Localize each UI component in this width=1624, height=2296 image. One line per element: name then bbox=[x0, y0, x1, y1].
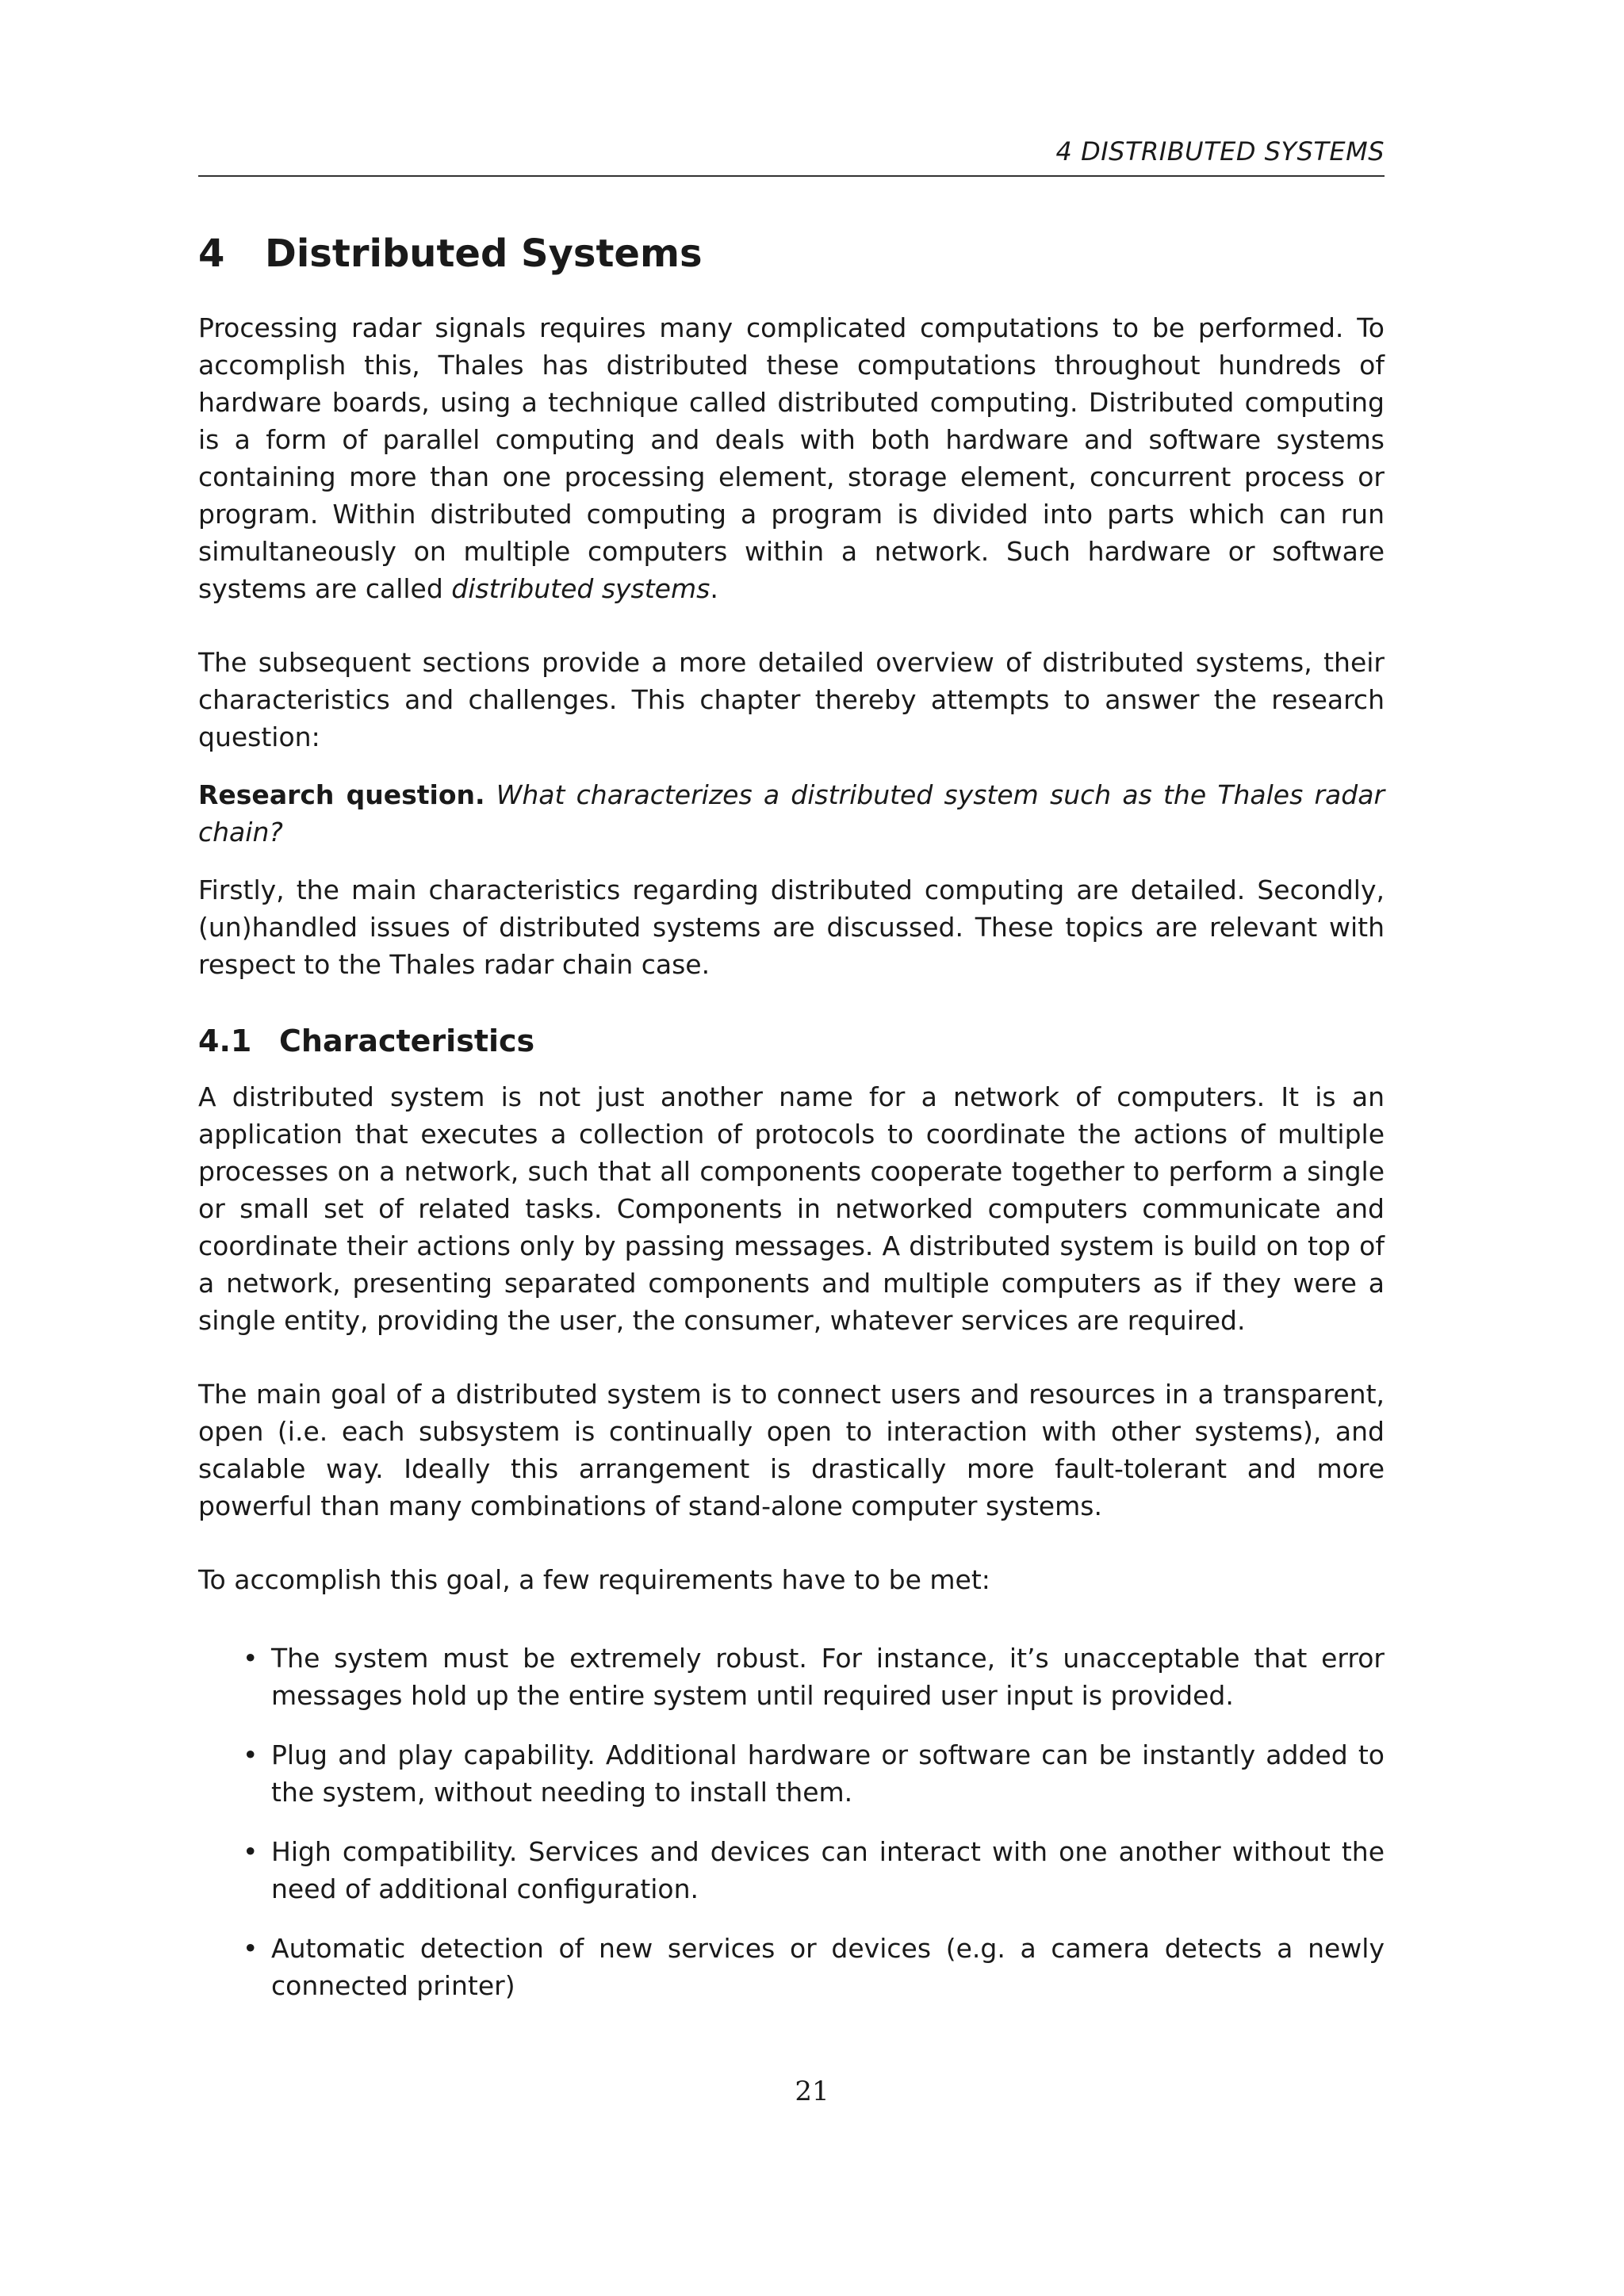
bullet-icon: • bbox=[243, 1643, 259, 1674]
subsection-heading bbox=[198, 1021, 1385, 1061]
list-item bbox=[198, 1736, 1385, 1811]
research-question-label: Research question. bbox=[198, 779, 485, 810]
header-rule bbox=[198, 175, 1385, 177]
intro-paragraph-3: Firstly, the main characteristics regarding distributed computing are detailed. Secondly, (un)handled issues of distributed systems are discussed. These topics are relevant with respect to the Thales radar chain case. bbox=[198, 874, 1385, 980]
list-item-text: High compatibility. Services and devices can interact with one another without the need of additional configuration. bbox=[271, 1836, 1385, 1904]
intro-paragraph-1-text: Processing radar signals requires many complicated computations to be performed. To accomplish this, Thales has distributed these computations throughout hundreds of hardware boards, using a technique called distributed computing. Distributed computing is a form of parallel computing and deals with both hardware and software systems containing more than one processing element, storage element, concurrent process or program. Within distributed computing a program is divided into parts which can run simultaneously on multiple computers within a network. Such hardware or software systems are called bbox=[198, 312, 1385, 604]
subsection-number: 4.1 bbox=[198, 1024, 252, 1058]
running-header: 4 DISTRIBUTED SYSTEMS bbox=[1055, 136, 1385, 166]
section-heading bbox=[198, 230, 1385, 277]
intro-paragraph-1 bbox=[198, 309, 1385, 607]
section-title: Distributed Systems bbox=[265, 232, 703, 276]
characteristics-paragraph-2: The main goal of a distributed system is to connect users and resources in a transparent, open (i.e. each subsystem is continually open to interaction with other systems), and scalable way. Ideally this arrangement is drastically more fault-tolerant and more powerful than many combinations of stand-alone computer systems. bbox=[198, 1379, 1385, 1521]
characteristics-paragraph-1: A distributed system is not just another name for a network of computers. It is an application that executes a collection of protocols to coordinate the actions of multiple processes on a network, such that all components cooperate together to perform a single or small set of related tasks. Components in networked computers communicate and coordinate their actions only by passing messages. A distributed system is build on top of a network, presenting separated components and multiple computers as if they were a single entity, providing the user, the consumer, whatever services are required. bbox=[198, 1081, 1385, 1336]
research-question-text: What characterizes a distributed system such as the Thales radar chain? bbox=[198, 779, 1385, 848]
intro-paragraph-2: The subsequent sections provide a more detailed overview of distributed systems, their characteristics and challenges. This chapter thereby attempts to answer the research question: bbox=[198, 647, 1385, 752]
characteristics-paragraph-3: To accomplish this goal, a few requirements have to be met: bbox=[198, 1564, 990, 1595]
page-number: 21 bbox=[795, 2076, 829, 2107]
bullet-icon: • bbox=[243, 1836, 259, 1867]
page-content bbox=[198, 230, 1385, 2004]
research-question bbox=[198, 776, 1385, 851]
intro-paragraph-1-end: . bbox=[710, 573, 718, 604]
bullet-icon: • bbox=[243, 1739, 259, 1770]
list-item-text: The system must be extremely robust. For instance, it’s unacceptable that error messages hold up the entire system until required user input is provided. bbox=[271, 1643, 1385, 1711]
requirements-list bbox=[198, 1640, 1385, 2004]
section-number: 4 bbox=[198, 232, 225, 276]
list-item-text: Plug and play capability. Additional hardware or software can be instantly added to the system, without needing to install them. bbox=[271, 1739, 1385, 1808]
list-item bbox=[198, 1640, 1385, 1714]
list-item-text: Automatic detection of new services or devices (e.g. a camera detects a newly connected printer) bbox=[271, 1933, 1385, 2001]
list-item bbox=[198, 1930, 1385, 2004]
emphasis-distributed-systems: distributed systems bbox=[451, 573, 710, 604]
bullet-icon: • bbox=[243, 1933, 259, 1964]
subsection-title: Characteristics bbox=[279, 1024, 535, 1058]
list-item bbox=[198, 1833, 1385, 1908]
